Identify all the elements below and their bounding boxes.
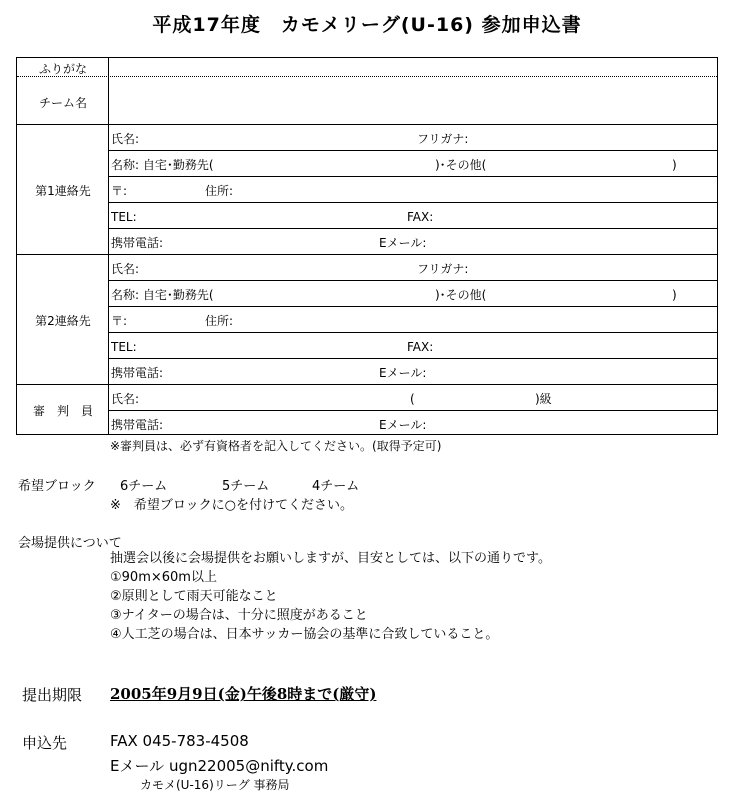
venue-item: ④人工芝の場合は、日本サッカー協会の基準に合致していること。 <box>110 627 499 642</box>
deadline-value: 2005年9月9日(金)午後8時まで(厳守) <box>110 685 377 703</box>
furigana-label: ふりがな <box>38 62 87 76</box>
page-title: 平成17年度 カモメリーグ(U-16) 参加申込書 <box>152 14 582 36</box>
referee-label: 審 判 員 <box>32 404 93 418</box>
contact1-postal-label: 〒: <box>111 184 128 198</box>
team-name-label: チーム名 <box>38 96 87 110</box>
venue-item: ②原則として雨天可能なこと <box>110 589 278 604</box>
venue-intro: 抽選会以後に会場提供をお願いしますが、目安としては、以下の通りです。 <box>110 551 551 566</box>
referee-name-label: 氏名: <box>111 392 140 406</box>
venue-item: ①90m×60m以上 <box>110 570 217 585</box>
referee-mobile-label: 携帯電話: <box>111 418 164 432</box>
submit-office: カモメ(U-16)リーグ 事務局 <box>140 778 290 792</box>
contact2-close-paren: ) <box>672 288 677 302</box>
contact1-other-label: )･その他( <box>435 158 487 172</box>
row-divider <box>17 254 717 255</box>
row-divider <box>109 150 717 151</box>
contact2-other-label: )･その他( <box>435 288 487 302</box>
row-divider <box>109 306 717 307</box>
contact2-name-label: 氏名: <box>111 262 140 276</box>
contact2-kana-label: フリガナ: <box>417 262 469 276</box>
block-option-6[interactable]: 6チーム <box>120 479 168 494</box>
contact1-email-label: Eメール: <box>379 236 427 250</box>
row-divider <box>17 384 717 385</box>
contact2-postal-label: 〒: <box>111 314 128 328</box>
contact1-close-paren: ) <box>672 158 677 172</box>
contact2-fax-label: FAX: <box>407 340 434 354</box>
submit-label: 申込先 <box>22 734 68 752</box>
contact2-affiliation-label: 名称: 自宅･勤務先( <box>111 288 214 302</box>
column-divider <box>108 58 109 434</box>
referee-email-label: Eメール: <box>379 418 427 432</box>
contact2-address-label: 住所: <box>205 314 234 328</box>
team-name-field[interactable] <box>110 78 715 122</box>
block-option-4[interactable]: 4チーム <box>312 479 360 494</box>
contact2-email-label: Eメール: <box>379 366 427 380</box>
contact1-affiliation-label: 名称: 自宅･勤務先( <box>111 158 214 172</box>
row-divider <box>109 358 717 359</box>
referee-grade-close: )級 <box>535 392 552 406</box>
block-note: ※ 希望ブロックに○を付けてください。 <box>110 498 353 513</box>
row-divider <box>17 124 717 125</box>
block-label: 希望ブロック <box>18 479 96 494</box>
block-option-5[interactable]: 5チーム <box>222 479 270 494</box>
referee-note: ※審判員は、必ず有資格者を記入してください。(取得予定可) <box>110 439 442 453</box>
row-divider <box>109 332 717 333</box>
venue-heading: 会場提供について <box>18 536 122 551</box>
contact1-fax-label: FAX: <box>407 210 434 224</box>
contact1-name-label: 氏名: <box>111 132 140 146</box>
row-divider <box>109 280 717 281</box>
row-divider <box>109 202 717 203</box>
submit-fax: FAX 045-783-4508 <box>110 732 249 750</box>
furigana-field[interactable] <box>110 59 715 75</box>
contact1-mobile-label: 携帯電話: <box>111 236 164 250</box>
deadline-label: 提出期限 <box>22 686 83 704</box>
referee-grade-open: ( <box>410 392 415 406</box>
contact2-mobile-label: 携帯電話: <box>111 366 164 380</box>
contact1-tel-label: TEL: <box>111 210 137 224</box>
contact1-label: 第1連絡先 <box>35 184 91 198</box>
row-divider <box>109 176 717 177</box>
contact1-kana-label: フリガナ: <box>417 132 469 146</box>
contact1-address-label: 住所: <box>205 184 234 198</box>
row-divider <box>109 410 717 411</box>
application-form <box>16 57 718 435</box>
furigana-divider <box>17 76 717 77</box>
row-divider <box>109 228 717 229</box>
venue-item: ③ナイターの場合は、十分に照度があること <box>110 608 368 623</box>
contact2-label: 第2連絡先 <box>35 314 91 328</box>
submit-email[interactable]: Eメール ugn22005@nifty.com <box>110 757 329 775</box>
contact2-tel-label: TEL: <box>111 340 137 354</box>
